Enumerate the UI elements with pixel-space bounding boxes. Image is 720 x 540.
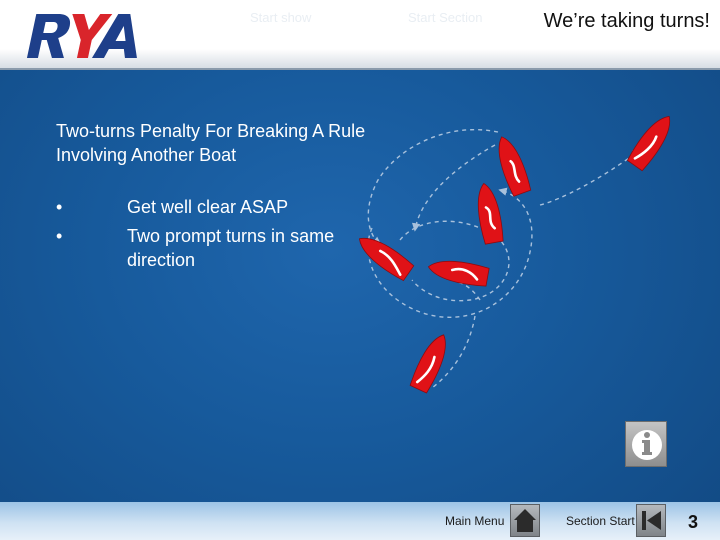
bullet-marker: • [56, 226, 63, 246]
boat-icon [409, 330, 453, 393]
start-section-link[interactable]: Start Section [408, 10, 483, 25]
home-icon [511, 505, 539, 536]
info-button[interactable] [625, 421, 667, 467]
home-button[interactable] [510, 504, 540, 537]
page-number: 3 [688, 512, 699, 532]
bullet-item [56, 224, 376, 272]
rya-logo [22, 6, 140, 64]
main-menu-link[interactable]: Main Menu [445, 514, 505, 528]
bullet-item [56, 195, 376, 219]
bullet-marker: • [56, 197, 63, 217]
boat-icon [427, 256, 490, 287]
slide-title: We’re taking turns! [543, 10, 710, 32]
boat-icon [492, 133, 532, 197]
boat-penalty-turns-diagram [340, 100, 720, 400]
boat-icon [353, 230, 414, 282]
skip-back-icon [637, 505, 665, 536]
bullet-list [56, 195, 376, 277]
header-bar [0, 0, 720, 70]
boat-icon [473, 182, 504, 245]
section-start-button[interactable] [636, 504, 666, 537]
content-heading: Two-turns Penalty For Breaking A Rule Involving Another Boat [56, 121, 366, 165]
boat-icon [626, 110, 678, 171]
start-show-link[interactable]: Start show [250, 10, 312, 25]
info-icon [626, 422, 668, 468]
footer-bar [0, 502, 720, 540]
bullet-text: Get well clear ASAP [127, 197, 289, 217]
bullet-text: Two prompt turns in same direction [127, 226, 335, 270]
section-start-link[interactable]: Section Start [566, 514, 635, 528]
